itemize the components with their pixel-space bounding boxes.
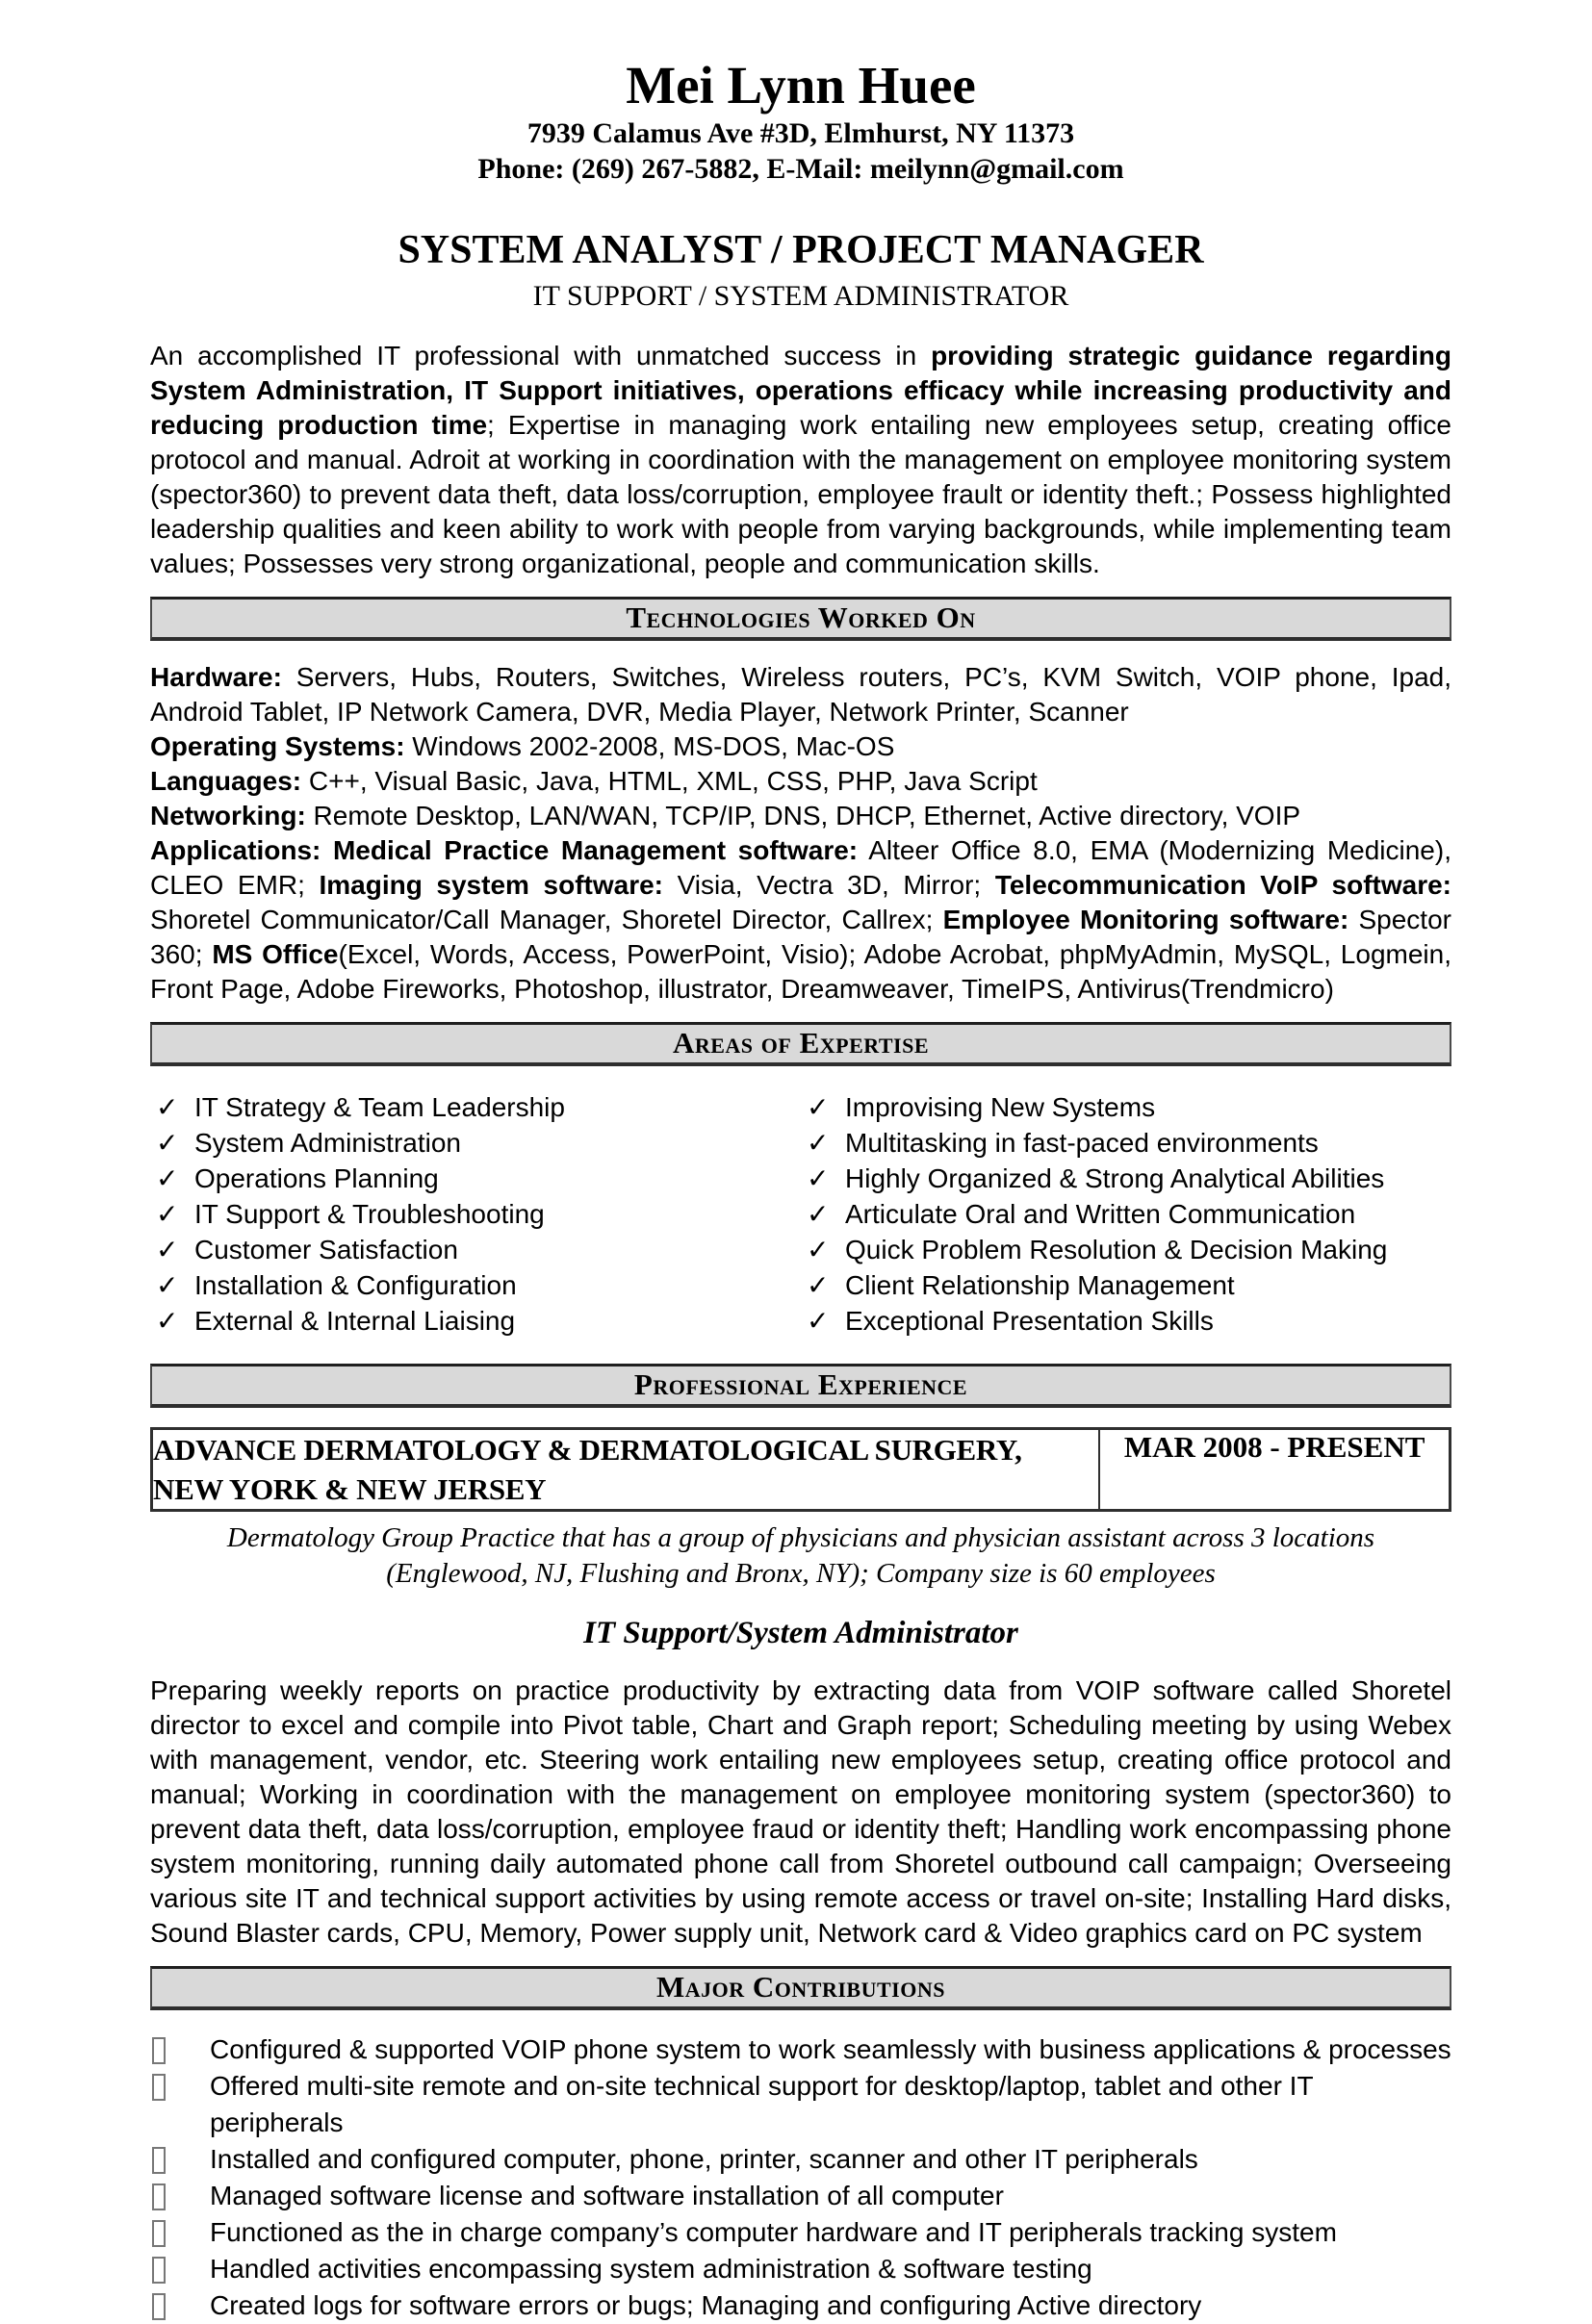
candidate-name: Mei Lynn Huee bbox=[626, 56, 976, 115]
contribution-text: Configured & supported VOIP phone system to work seamlessly with business applications & processes bbox=[210, 2034, 1451, 2064]
expertise-item bbox=[150, 1303, 801, 1339]
contribution-text: Handled activities encompassing system administration & software testing bbox=[210, 2254, 1092, 2284]
contribution-item bbox=[150, 2251, 1451, 2287]
section-heading-technologies bbox=[150, 597, 1451, 641]
section-heading-experience bbox=[150, 1364, 1451, 1408]
section-heading-label: Technologies Worked On bbox=[626, 600, 976, 634]
missing-glyph-bullet-icon bbox=[152, 2257, 166, 2284]
expertise-item-label: System Administration bbox=[194, 1128, 461, 1158]
expertise-item-label: Exceptional Presentation Skills bbox=[845, 1306, 1214, 1336]
expertise-item-label: External & Internal Liaising bbox=[194, 1306, 516, 1336]
check-icon: ✓ bbox=[807, 1092, 830, 1122]
expertise-grid bbox=[150, 1089, 1451, 1339]
expertise-item bbox=[801, 1232, 1451, 1267]
contribution-item bbox=[150, 2287, 1451, 2324]
check-icon: ✓ bbox=[156, 1163, 179, 1193]
expertise-item-label: Highly Organized & Strong Analytical Abilities bbox=[845, 1163, 1385, 1193]
contribution-text: Functioned as the in charge company’s computer hardware and IT peripherals tracking system bbox=[210, 2217, 1337, 2247]
expertise-item bbox=[801, 1125, 1451, 1161]
tech-line-hardware: Hardware: Servers, Hubs, Routers, Switches, Wireless routers, PC’s, KVM Switch, VOIP phone, Ipad, Android Tablet, IP Network Camera, DVR, Media Player, Network Printer, Scanner bbox=[150, 662, 1451, 727]
summary-paragraph: An accomplished IT professional with unmatched success in providing strategic guidance regarding System Administration, IT Support initiatives, operations efficacy while increasing productivity and reducing production time; Expertise in managing work entailing new employees setup, creating office protocol and manual. Adroit at working in coordination with the management on employee monitoring system (spector360) to prevent data theft, data loss/corruption, employee frault or identity theft.; Possess highlighted leadership qualities and keen ability to work with people from varying backgrounds, while implementing team values; Possesses very strong organizational, people and communication skills. bbox=[150, 341, 1452, 578]
candidate-phone-email: Phone: (269) 267-5882, E-Mail: meilynn@gmail.com bbox=[477, 153, 1124, 185]
expertise-column-left bbox=[150, 1089, 801, 1339]
tech-line-languages: Languages: C++, Visual Basic, Java, HTML, XML, CSS, PHP, Java Script bbox=[150, 766, 1038, 796]
contribution-item bbox=[150, 2214, 1451, 2251]
check-icon: ✓ bbox=[156, 1270, 179, 1300]
resume-subtitle: IT SUPPORT / SYSTEM ADMINISTRATOR bbox=[532, 280, 1069, 312]
expertise-item-label: IT Strategy & Team Leadership bbox=[194, 1092, 565, 1122]
company-description: Dermatology Group Practice that has a group of physicians and physician assistant across 3 locations (Englewood, NJ, Flushing and Bronx, NY); Company size is 60 employees bbox=[226, 1522, 1375, 1589]
employment-dates: MAR 2008 - PRESENT bbox=[1099, 1429, 1450, 1511]
section-heading-contributions bbox=[150, 1966, 1451, 2010]
missing-glyph-bullet-icon bbox=[152, 2037, 166, 2064]
missing-glyph-bullet-icon bbox=[152, 2220, 166, 2247]
expertise-item bbox=[150, 1232, 801, 1267]
missing-glyph-bullet-icon bbox=[152, 2293, 166, 2320]
check-icon: ✓ bbox=[807, 1306, 830, 1336]
contribution-text: Offered multi-site remote and on-site technical support for desktop/laptop, tablet and other IT peripherals bbox=[210, 2071, 1314, 2137]
expertise-item bbox=[801, 1267, 1451, 1303]
section-heading-label: Areas of Expertise bbox=[672, 1026, 930, 1060]
section-heading-label: Professional Experience bbox=[633, 1367, 968, 1401]
contributions-list bbox=[150, 2031, 1451, 2324]
missing-glyph-bullet-icon bbox=[152, 2147, 166, 2174]
expertise-item bbox=[801, 1089, 1451, 1125]
employer-name-line1: ADVANCE DERMATOLOGY & DERMATOLOGICAL SURGERY, bbox=[153, 1433, 1022, 1467]
section-heading-label: Major Contributions bbox=[656, 1970, 945, 2004]
check-icon: ✓ bbox=[156, 1235, 179, 1264]
check-icon: ✓ bbox=[807, 1199, 830, 1229]
missing-glyph-bullet-icon bbox=[152, 2074, 166, 2101]
expertise-item-label: Improvising New Systems bbox=[845, 1092, 1156, 1122]
tech-line-networking: Networking: Remote Desktop, LAN/WAN, TCP/IP, DNS, DHCP, Ethernet, Active directory, VOIP bbox=[150, 801, 1301, 830]
expertise-item-label: Quick Problem Resolution & Decision Making bbox=[845, 1235, 1388, 1264]
expertise-item-label: Articulate Oral and Written Communication bbox=[845, 1199, 1356, 1229]
check-icon: ✓ bbox=[156, 1306, 179, 1336]
tech-line-operating-systems: Operating Systems: Windows 2002-2008, MS-DOS, Mac-OS bbox=[150, 731, 895, 761]
expertise-item-label: Installation & Configuration bbox=[194, 1270, 517, 1300]
role-title-block bbox=[150, 227, 1451, 314]
expertise-item-label: Operations Planning bbox=[194, 1163, 439, 1193]
job-title: IT Support/System Administrator bbox=[583, 1616, 1018, 1650]
employer-name bbox=[152, 1429, 1100, 1511]
job-description-paragraph: Preparing weekly reports on practice productivity by extracting data from VOIP software called Shoretel director to excel and compile into Pivot table, Chart and Graph report; Scheduling meeting by using Webex with management, vendor, etc. Steering work entailing new employees setup, creating office protocol and manual; Working in coordination with the management on employee monitoring system (spector360) to prevent data theft, data loss/corruption, employee fraud or identity theft; Handling work encompassing phone system monitoring, running daily automated phone call from Shoretel outbound call campaign; Overseeing various site IT and technical support activities by using remote access or travel on-site; Installing Hard disks, Sound Blaster cards, CPU, Memory, Power supply unit, Network card & Video graphics card on PC system bbox=[150, 1675, 1451, 1948]
check-icon: ✓ bbox=[156, 1092, 179, 1122]
contribution-item bbox=[150, 2031, 1451, 2068]
check-icon: ✓ bbox=[156, 1128, 179, 1158]
check-icon: ✓ bbox=[807, 1128, 830, 1158]
check-icon: ✓ bbox=[807, 1235, 830, 1264]
technologies-block bbox=[150, 660, 1451, 1007]
expertise-item bbox=[150, 1161, 801, 1196]
contribution-item bbox=[150, 2178, 1451, 2214]
resume-title: SYSTEM ANALYST / PROJECT MANAGER bbox=[398, 228, 1204, 272]
section-heading-expertise bbox=[150, 1022, 1451, 1066]
experience-row bbox=[152, 1429, 1451, 1511]
expertise-item bbox=[150, 1125, 801, 1161]
expertise-item bbox=[801, 1161, 1451, 1196]
expertise-item bbox=[150, 1267, 801, 1303]
expertise-item bbox=[801, 1303, 1451, 1339]
contribution-item bbox=[150, 2068, 1451, 2141]
check-icon: ✓ bbox=[156, 1199, 179, 1229]
experience-table bbox=[150, 1427, 1451, 1512]
contribution-item bbox=[150, 2141, 1451, 2178]
expertise-column-right bbox=[801, 1089, 1451, 1339]
expertise-item bbox=[801, 1196, 1451, 1232]
contribution-text: Managed software license and software installation of all computer bbox=[210, 2181, 1004, 2210]
expertise-item bbox=[150, 1089, 801, 1125]
employer-name-line2: NEW YORK & NEW JERSEY bbox=[153, 1472, 547, 1506]
expertise-item-label: Customer Satisfaction bbox=[194, 1235, 458, 1264]
check-icon: ✓ bbox=[807, 1163, 830, 1193]
tech-line-applications: Applications: Medical Practice Management software: Alteer Office 8.0, EMA (Modernizing Medicine), CLEO EMR; Imaging system software: Visia, Vectra 3D, Mirror; Telecommunication VoIP software: Shoretel Communicator/Call Manager, Shoretel Director, Callrex; Employee Monitoring software: Spector 360; MS Office(Excel, Words, Access, PowerPoint, Visio); Adobe Acrobat, phpMyAdmin, MySQL, Logmein, Front Page, Adobe Fireworks, Photoshop, illustrator, Dreamweaver, TimeIPS, Antivirus(Trendmicro) bbox=[150, 835, 1452, 1004]
contribution-text: Installed and configured computer, phone, printer, scanner and other IT peripherals bbox=[210, 2144, 1198, 2174]
resume-header bbox=[150, 56, 1451, 187]
contribution-text: Created logs for software errors or bugs; Managing and configuring Active directory bbox=[210, 2290, 1202, 2320]
expertise-item-label: Client Relationship Management bbox=[845, 1270, 1235, 1300]
missing-glyph-bullet-icon bbox=[152, 2184, 166, 2210]
candidate-address: 7939 Calamus Ave #3D, Elmhurst, NY 11373 bbox=[526, 117, 1075, 149]
expertise-item bbox=[150, 1196, 801, 1232]
check-icon: ✓ bbox=[807, 1270, 830, 1300]
expertise-item-label: IT Support & Troubleshooting bbox=[194, 1199, 545, 1229]
expertise-item-label: Multitasking in fast-paced environments bbox=[845, 1128, 1319, 1158]
